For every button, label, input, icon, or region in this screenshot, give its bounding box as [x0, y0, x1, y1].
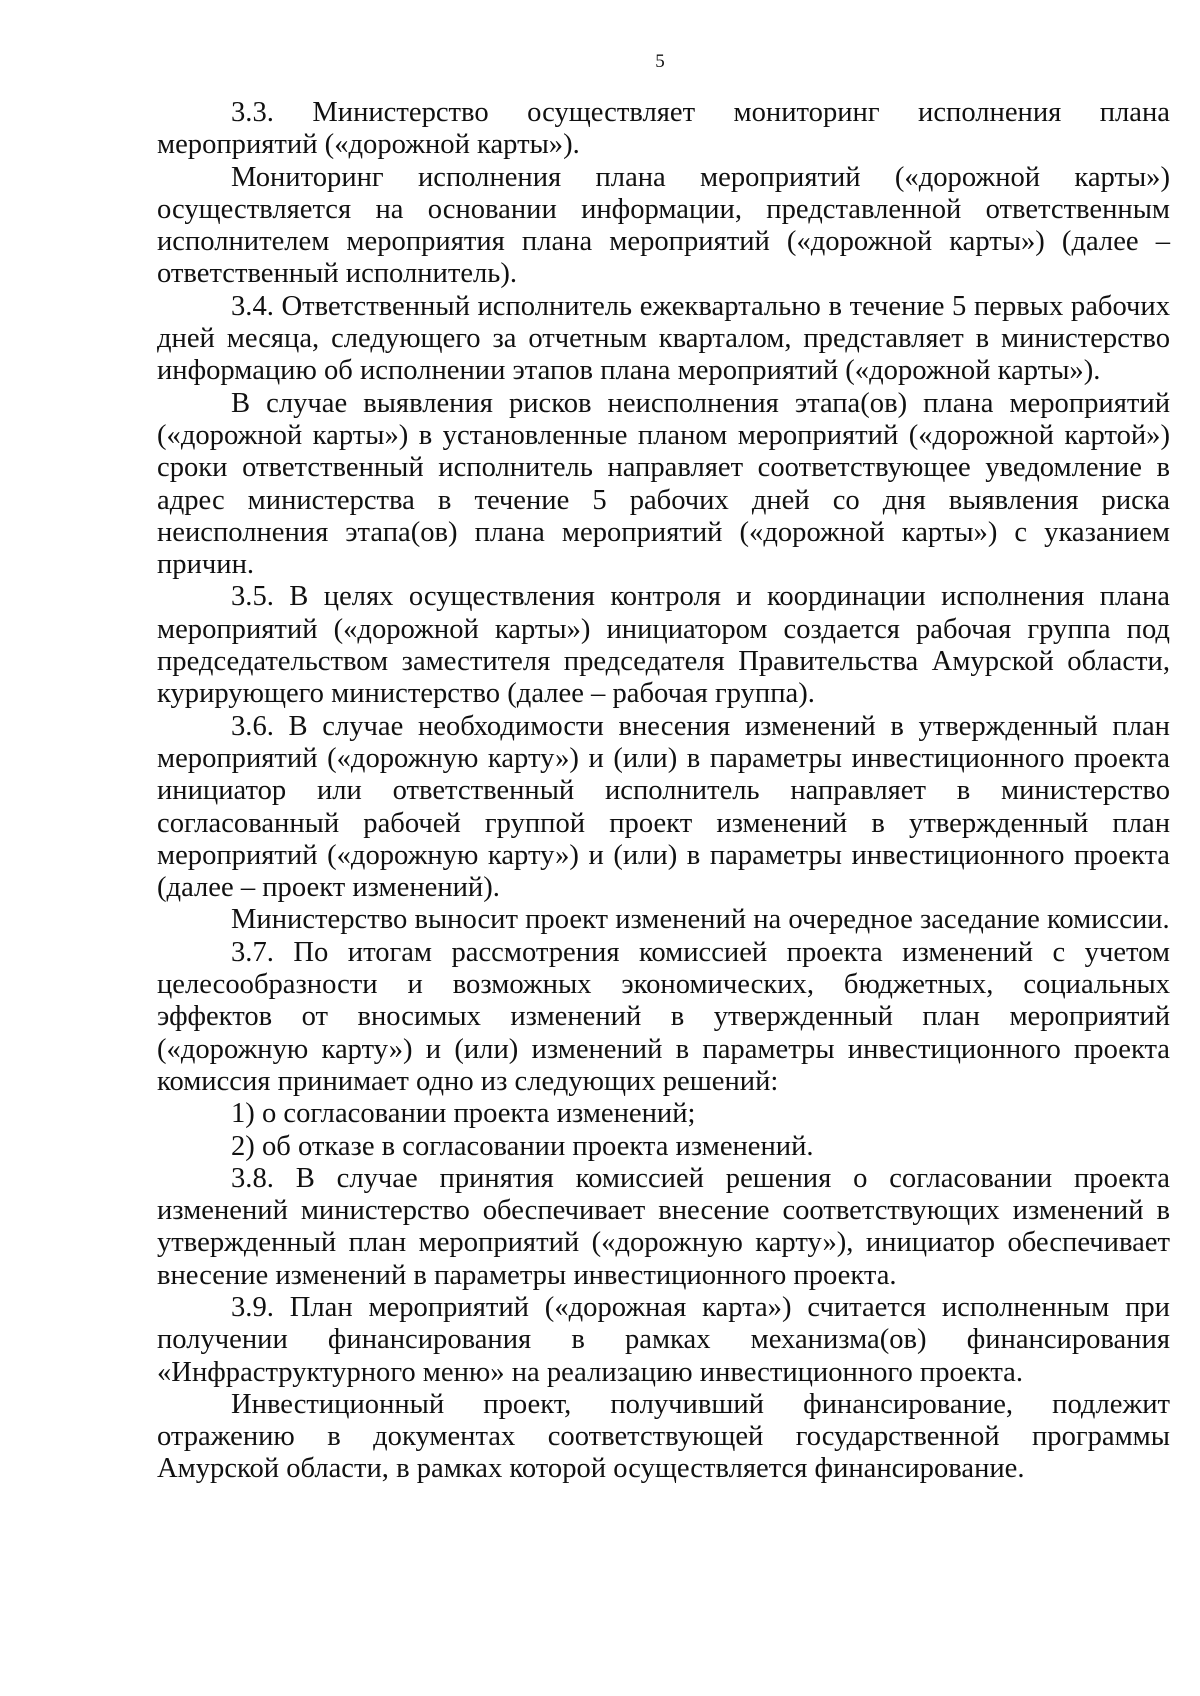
paragraph-3-8: 3.8. В случае принятия комиссией решения о согласовании проекта изменений министерство обеспечивает внесение соответствующих изменений в утвержденный план мероприятий («дорожную карту»), инициатор обеспечивает внесение изменений в параметры инвестиционного проекта. [157, 1162, 1170, 1291]
list-item-refusal: 2) об отказе в согласовании проекта изменений. [231, 1130, 814, 1162]
paragraph-3-5: 3.5. В целях осуществления контроля и координации исполнения плана мероприятий («дорожной карты») инициатором создается рабочая группа под председательством заместителя председателя Правительства Амурской области, курирующего министерство (далее – рабочая группа). [157, 581, 1170, 710]
paragraph-risks: В случае выявления рисков неисполнения этапа(ов) плана мероприятий («дорожной карты») в установленные планом мероприятий («дорожной картой») сроки ответственный исполнитель направляет соответствующее уведомление в адрес министерства в течение 5 рабочих дней со дня выявления риска неисполнения этапа(ов) плана мероприятий («дорожной карты») с указанием причин. [157, 387, 1170, 581]
document-body [157, 97, 1170, 1486]
paragraph-3-6: 3.6. В случае необходимости внесения изменений в утвержденный план мероприятий («дорожную карту») и (или) в параметры инвестиционного проекта инициатор или ответственный исполнитель направляет в министерство согласованный рабочей группой проект изменений в утвержденный план мероприятий («дорожную карту») и (или) в параметры инвестиционного проекта (далее – проект изменений). [157, 710, 1170, 904]
paragraph-3-4: 3.4. Ответственный исполнитель ежеквартально в течение 5 первых рабочих дней месяца, следующего за отчетным кварталом, представляет в министерство информацию об исполнении этапов плана мероприятий («дорожной карты»). [157, 290, 1170, 387]
page-number: 5 [655, 51, 665, 72]
paragraph-3-7: 3.7. По итогам рассмотрения комиссией проекта изменений с учетом целесообразности и возможных экономических, бюджетных, социальных эффектов от вносимых изменений в утвержденный план мероприятий («дорожную карту») и (или) изменений в параметры инвестиционного проекта комиссия принимает одно из следующих решений: [157, 936, 1170, 1097]
paragraph-ministry-submits: Министерство выносит проект изменений на очередное заседание комиссии. [231, 904, 1170, 936]
paragraph-investment-project: Инвестиционный проект, получивший финансирование, подлежит отражению в документах соответствующей государственной программы Амурской области, в рамках которой осуществляется финансирование. [157, 1388, 1170, 1485]
list-item-approval: 1) о согласовании проекта изменений; [231, 1098, 696, 1130]
paragraph-monitoring: Мониторинг исполнения плана мероприятий («дорожной карты») осуществляется на основании информации, представленной ответственным исполнителем мероприятия плана мероприятий («дорожной карты») (далее – ответственный исполнитель). [157, 161, 1170, 290]
paragraph-3-9: 3.9. План мероприятий («дорожная карта») считается исполненным при получении финансирования в рамках механизма(ов) финансирования «Инфраструктурного меню» на реализацию инвестиционного проекта. [157, 1291, 1170, 1388]
paragraph-3-3: 3.3. Министерство осуществляет мониторинг исполнения плана мероприятий («дорожной карты»). [157, 97, 1170, 161]
